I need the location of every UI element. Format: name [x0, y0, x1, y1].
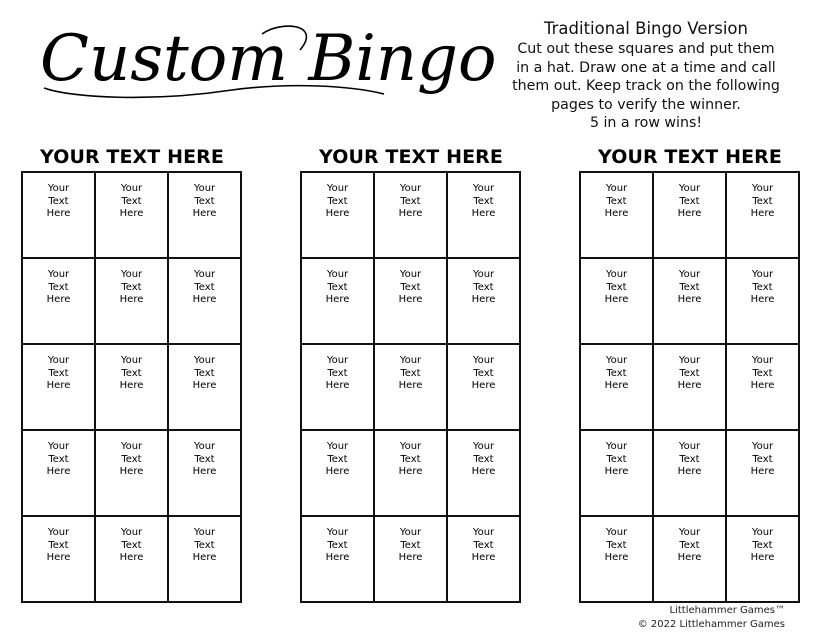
- card-cell: Your Text Here: [653, 258, 726, 344]
- card-cell: Your Text Here: [22, 516, 95, 602]
- card-cell: Your Text Here: [22, 172, 95, 258]
- card-cell: Your Text Here: [374, 258, 447, 344]
- instructions-title: Traditional Bingo Version: [543, 19, 748, 38]
- card-cell: Your Text Here: [580, 172, 653, 258]
- card-title: YOUR TEXT HERE: [598, 146, 782, 168]
- card-cell: Your Text Here: [95, 430, 168, 516]
- card-cell: Your Text Here: [726, 430, 799, 516]
- instructions-line: in a hat. Draw one at a time and call: [516, 59, 776, 76]
- bingo-card-3: [579, 143, 801, 603]
- card-cell: Your Text Here: [447, 516, 520, 602]
- card-cell: Your Text Here: [301, 344, 374, 430]
- card-grid: [579, 171, 800, 603]
- card-cell: Your Text Here: [168, 172, 241, 258]
- card-cell: Your Text Here: [374, 172, 447, 258]
- card-cell: Your Text Here: [580, 344, 653, 430]
- card-cell: Your Text Here: [447, 344, 520, 430]
- card-cell: Your Text Here: [168, 430, 241, 516]
- card-cell: Your Text Here: [168, 344, 241, 430]
- card-cell: Your Text Here: [22, 258, 95, 344]
- card-cell: Your Text Here: [653, 172, 726, 258]
- card-cell: Your Text Here: [301, 516, 374, 602]
- card-cell: Your Text Here: [447, 430, 520, 516]
- card-cell: Your Text Here: [95, 258, 168, 344]
- card-grid: [21, 171, 242, 603]
- card-cell: Your Text Here: [95, 516, 168, 602]
- card-cell: Your Text Here: [168, 516, 241, 602]
- card-cell: Your Text Here: [301, 172, 374, 258]
- instructions-line: Cut out these squares and put them: [517, 41, 775, 57]
- card-cell: Your Text Here: [726, 258, 799, 344]
- footer: [638, 604, 785, 632]
- footer-copyright: © 2022 Littlehammer Games: [637, 619, 785, 630]
- card-cell: Your Text Here: [374, 430, 447, 516]
- card-cell: Your Text Here: [447, 258, 520, 344]
- card-cell: Your Text Here: [22, 430, 95, 516]
- card-cell: Your Text Here: [653, 516, 726, 602]
- card-cell: Your Text Here: [653, 344, 726, 430]
- logo-text: Custom Bingo: [40, 22, 497, 96]
- instructions-line: 5 in a row wins!: [589, 115, 703, 131]
- bingo-card-1: [21, 143, 243, 603]
- card-cell: Your Text Here: [447, 172, 520, 258]
- card-cell: Your Text Here: [374, 344, 447, 430]
- card-cell: Your Text Here: [580, 430, 653, 516]
- card-cell: Your Text Here: [726, 516, 799, 602]
- card-cell: Your Text Here: [301, 430, 374, 516]
- card-title: YOUR TEXT HERE: [40, 146, 224, 168]
- card-cell: Your Text Here: [653, 430, 726, 516]
- logo-graphic: [32, 10, 497, 120]
- logo: [32, 10, 497, 120]
- bingo-card-2: [300, 143, 522, 603]
- instructions: [508, 18, 784, 133]
- footer-brand: Littlehammer Games™: [669, 605, 785, 616]
- instructions-line: them out. Keep track on the following: [512, 78, 780, 94]
- card-cell: Your Text Here: [580, 258, 653, 344]
- card-cell: Your Text Here: [726, 344, 799, 430]
- card-title: YOUR TEXT HERE: [319, 146, 503, 168]
- card-cell: Your Text Here: [301, 258, 374, 344]
- card-cell: Your Text Here: [22, 344, 95, 430]
- instructions-line: pages to verify the winner.: [551, 96, 741, 113]
- card-cell: Your Text Here: [374, 516, 447, 602]
- card-cell: Your Text Here: [168, 258, 241, 344]
- card-cell: Your Text Here: [726, 172, 799, 258]
- card-cell: Your Text Here: [95, 172, 168, 258]
- card-cell: Your Text Here: [580, 516, 653, 602]
- card-cell: Your Text Here: [95, 344, 168, 430]
- card-grid: [300, 171, 521, 603]
